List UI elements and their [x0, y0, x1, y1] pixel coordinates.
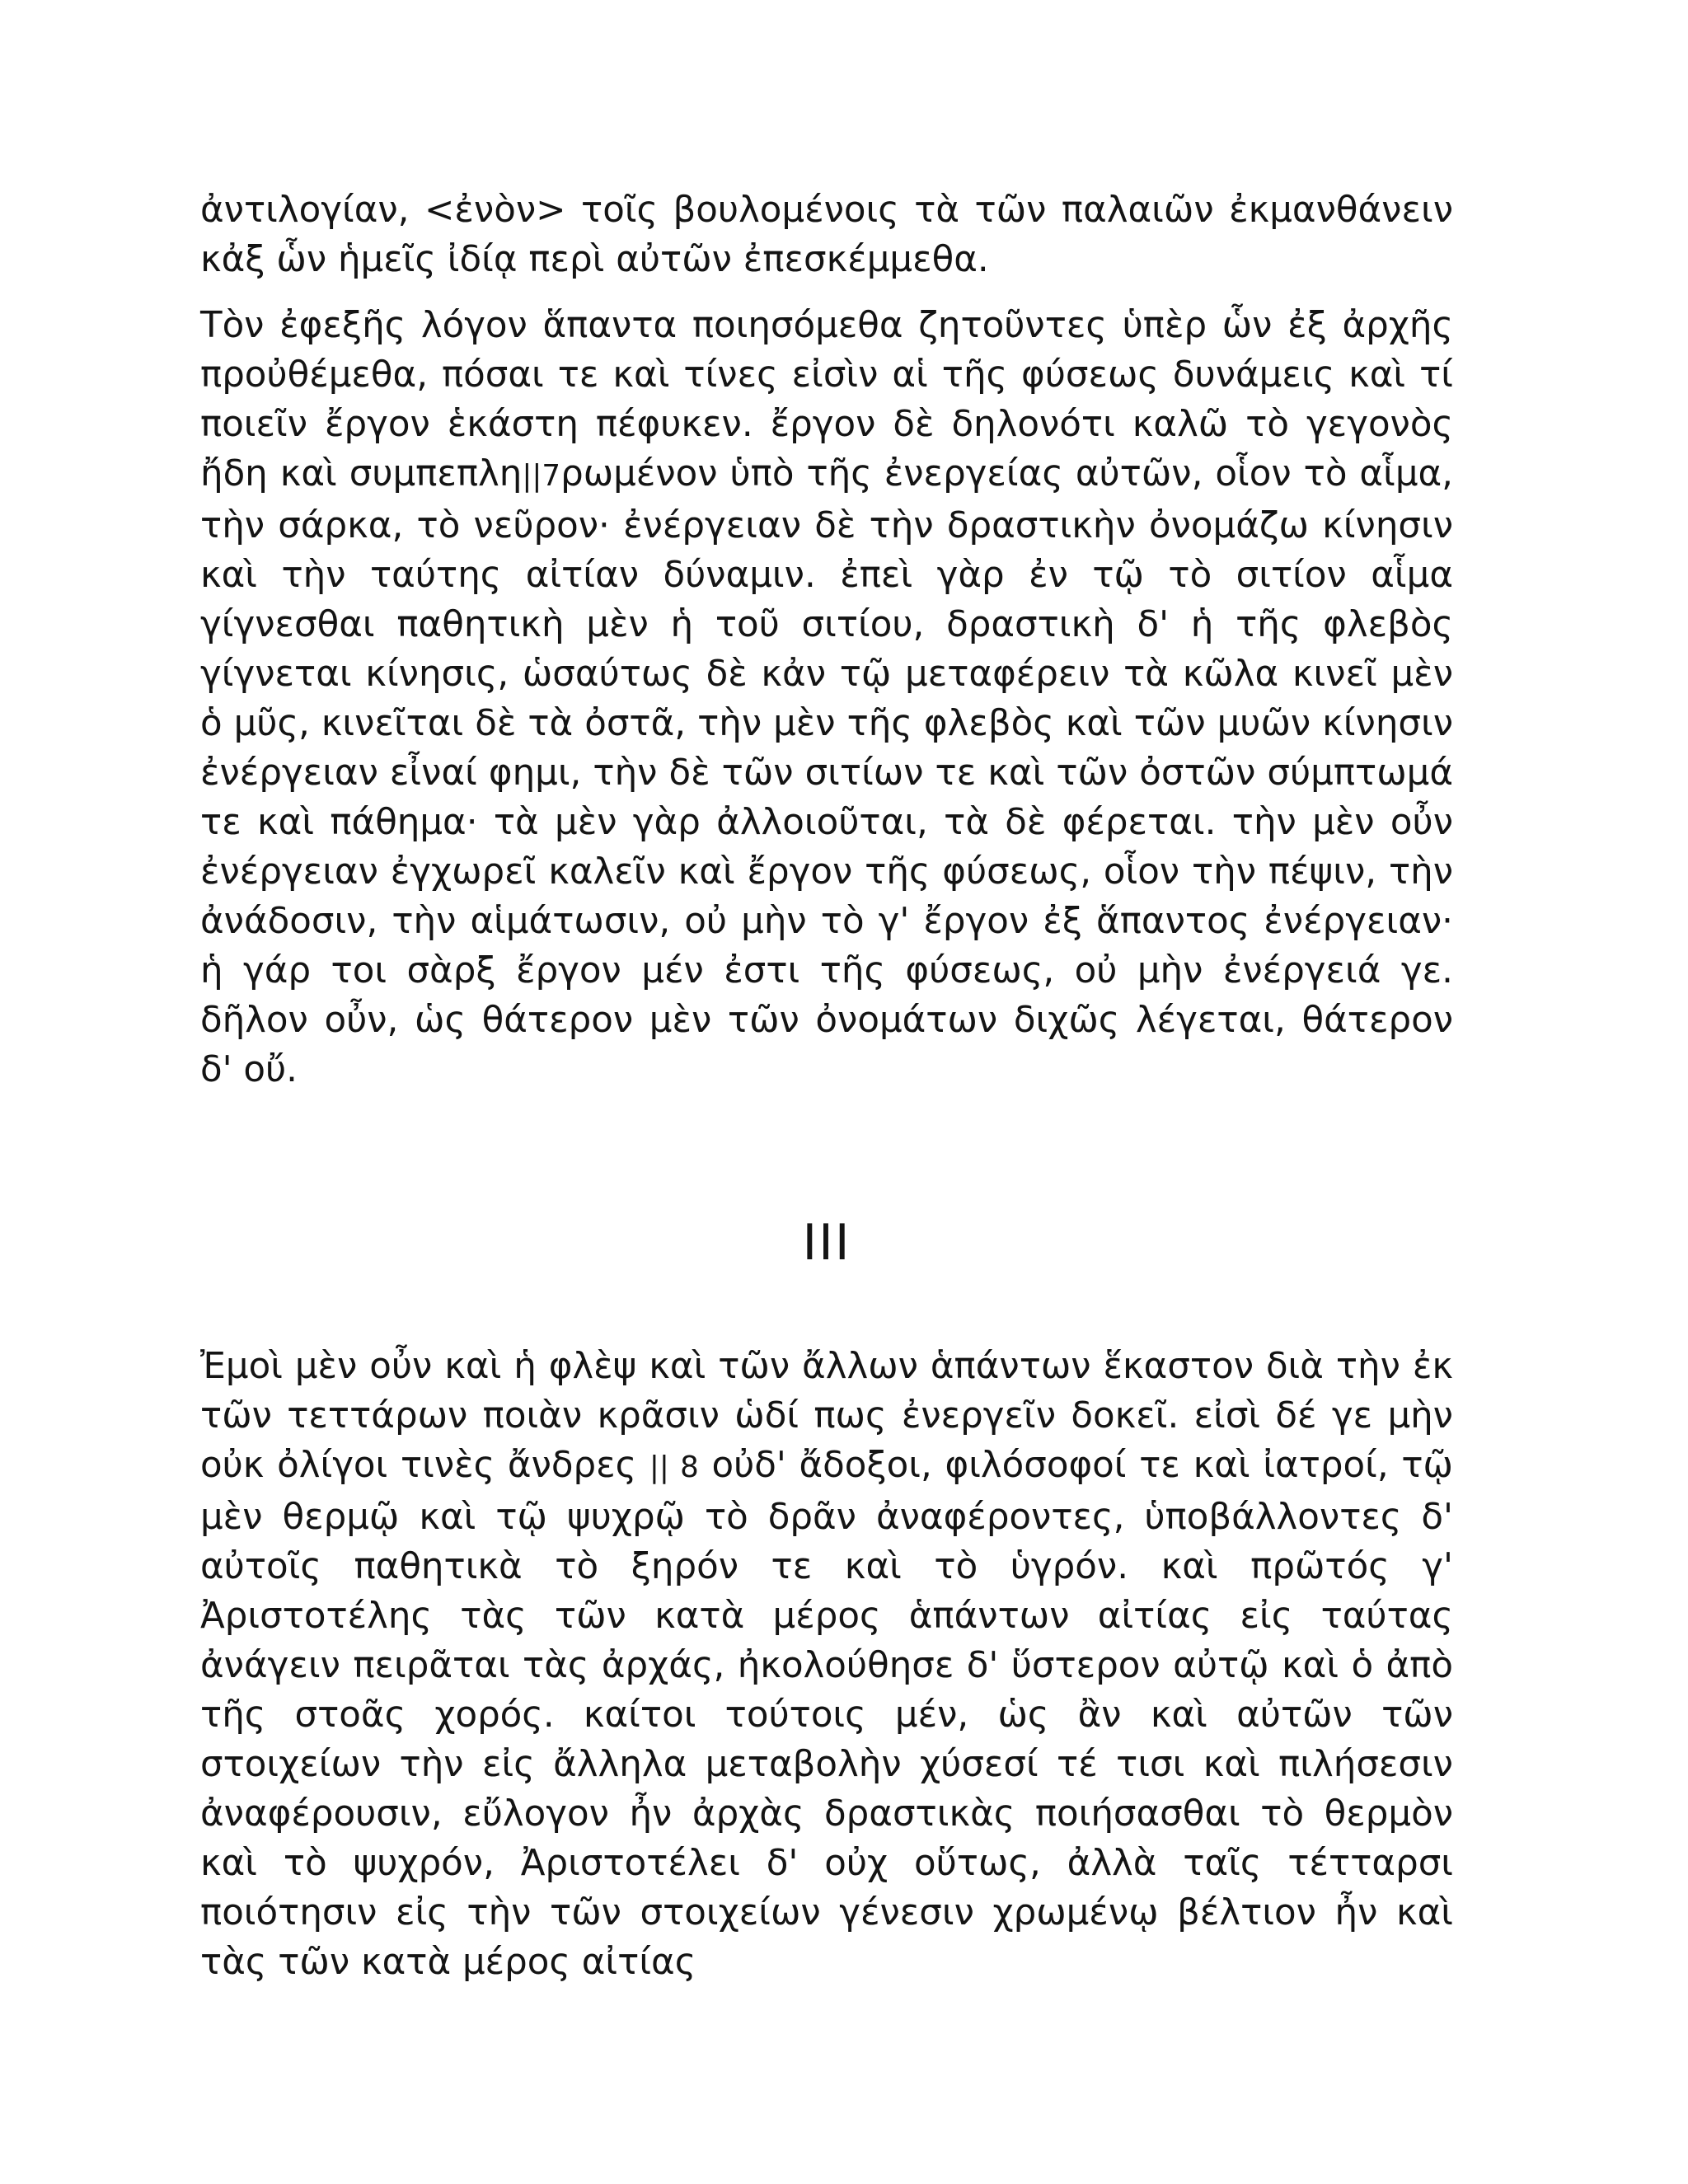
paragraph-1: ἀντιλογίαν, <ἐνὸν> τοῖς βουλομένοις τὰ τῶν παλαιῶν ἐκμανθάνειν κἀξ ὧν ἡμεῖς ἰδίᾳ περὶ αὐτῶν ἐπεσκέμμεθα.: [200, 190, 1453, 280]
paragraph-2-part-1: Τὸν ἐφεξῆς λόγον ἅπαντα ποιησόμεθα ζητοῦντες ὑπὲρ ὧν ἐξ ἀρχῆς προὐθέμεθα, πόσαι τε καὶ τίνες εἰσὶν αἱ τῆς φύσεως δυνάμεις καὶ τί ποιεῖν ἔργον ἑκάστη πέφυκεν. ἔργον δὲ δηλονότι καλῶ τὸ γεγονὸς ἤδη καὶ συμπεπλη: [200, 305, 1453, 494]
section-heading: III: [802, 1214, 851, 1272]
paragraph-2-part-2: ρωμένον ὑπὸ τῆς ἐνεργείας αὐτῶν, οἷον τὸ αἷμα, τὴν σάρκα, τὸ νεῦρον· ἐνέργειαν δὲ τὴν δραστικὴν ὀνομάζω κίνησιν καὶ τὴν ταύτης αἰτίαν δύναμιν. ἐπεὶ γὰρ ἐν τῷ τὸ σιτίον αἷμα γίγνεσθαι παθητικὴ μὲν ἡ τοῦ σιτίου, δραστικὴ δ' ἡ τῆς φλεβὸς γίγνεται κίνησις, ὡσαύτως δὲ κἀν τῷ μεταφέρειν τὰ κῶλα κινεῖ μὲν ὁ μῦς, κινεῖται δὲ τὰ ὀστᾶ, τὴν μὲν τῆς φλεβὸς καὶ τῶν μυῶν κίνησιν ἐνέργειαν εἶναί φημι, τὴν δὲ τῶν σιτίων τε καὶ τῶν ὀστῶν σύμπτωμά τε καὶ πάθημα· τὰ μὲν γὰρ ἀλλοιοῦται, τὰ δὲ φέρεται. τὴν μὲν οὖν ἐνέργειαν ἐγχωρεῖ καλεῖν καὶ ἔργον τῆς φύσεως, οἷον τὴν πέψιν, τὴν ἀνάδοσιν, τὴν αἱμάτωσιν, οὐ μὴν τὸ γ' ἔργον ἐξ ἅπαντος ἐνέργειαν· ἡ γάρ τοι σὰρξ ἔργον μέν ἐστι τῆς φύσεως, οὐ μὴν ἐνέργειά γε. δῆλον οὖν, ὡς θάτερον μὲν τῶν ὀνομάτων διχῶς λέγεται, θάτερον δ' οὔ.: [200, 453, 1453, 1090]
paragraph-3-part-2: οὐδ' ἄδοξοι, φιλόσοφοί τε καὶ ἰατροί, τῷ μὲν θερμῷ καὶ τῷ ψυχρῷ τὸ δρᾶν ἀναφέροντες, ὑποβάλλοντες δ' αὐτοῖς παθητικὰ τὸ ξηρόν τε καὶ τὸ ὑγρόν. καὶ πρῶτός γ' Ἀριστοτέλης τὰς τῶν κατὰ μέρος ἁπάντων αἰτίας εἰς ταύτας ἀνάγειν πειρᾶται τὰς ἀρχάς, ἠκολούθησε δ' ὕστερον αὐτῷ καὶ ὁ ἀπὸ τῆς στοᾶς χορός. καίτοι τούτοις μέν, ὡς ἂν καὶ αὐτῶν τῶν στοιχείων τὴν εἰς ἄλληλα μεταβολὴν χύσεσί τέ τισι καὶ πιλήσεσιν ἀναφέρουσιν, εὔλογον ἦν ἀρχὰς δραστικὰς ποιήσασθαι τὸ θερμὸν καὶ τὸ ψυχρόν, Ἀριστοτέλει δ' οὐχ οὕτως, ἀλλὰ ταῖς τέτταρσι ποιότησιν εἰς τὴν τῶν στοιχείων γένεσιν χρωμένῳ βέλτιον ἦν καὶ τὰς τῶν κατὰ μέρος αἰτίας: [200, 1445, 1453, 1983]
paragraph-3: [200, 1342, 1453, 1987]
page-marker-8: || 8: [649, 1451, 699, 1484]
page-marker-7: ||7: [522, 459, 561, 493]
document-page: [200, 185, 1453, 1987]
paragraph-3-part-1: Ἐμοὶ μὲν οὖν καὶ ἡ φλὲψ καὶ τῶν ἄλλων ἁπάντων ἕκαστον διὰ τὴν ἐκ τῶν τεττάρων ποιὰν κρᾶσιν ὡδί πως ἐνεργεῖν δοκεῖ. εἰσὶ δέ γε μὴν οὐκ ὀλίγοι τινὲς ἄνδρες: [200, 1346, 1453, 1486]
paragraph-2: [200, 301, 1453, 1094]
